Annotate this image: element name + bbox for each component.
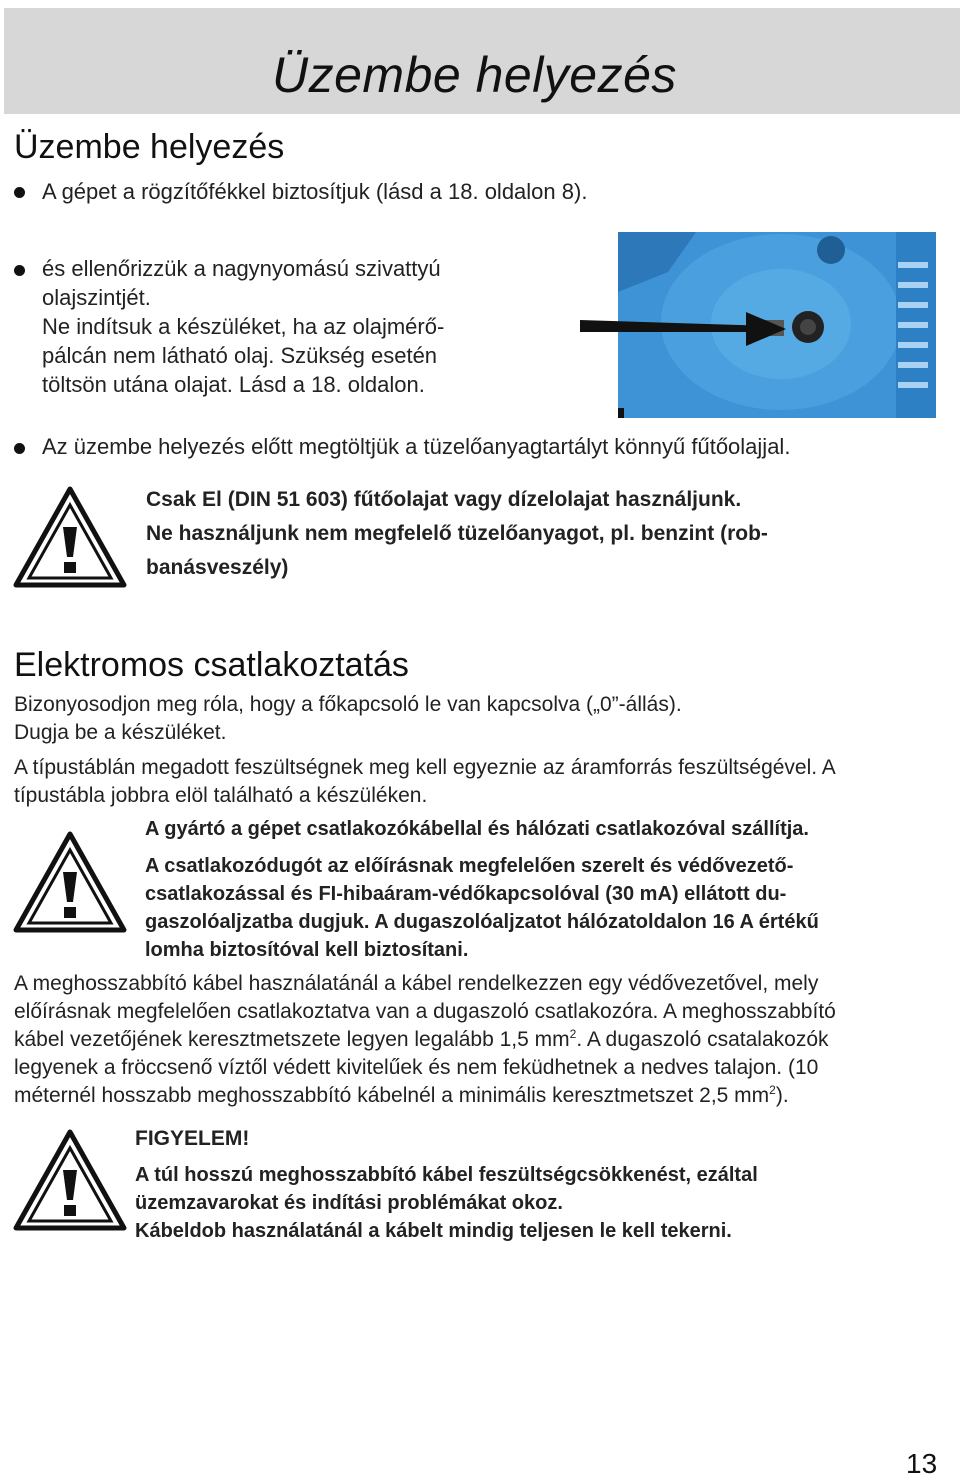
warning-line: lomha biztosítóval kell biztosítani. [145, 939, 469, 961]
bullet-text-fuel: Az üzembe helyezés előtt megtöltjük a tüzelőanyagtartályt könnyű fűtőolajjal. [42, 434, 791, 459]
bullet-dot [14, 187, 25, 198]
attention-block [135, 1125, 758, 1245]
text-line: A típustáblán megadott feszültségnek meg kell egyeznie az áramforrás feszültségével. A [14, 756, 836, 779]
section-heading-startup: Üzembe helyezés [14, 128, 285, 166]
warning-line: Ne használjunk nem megfelelő tüzelőanyagot, pl. benzint (rob- [146, 522, 768, 545]
warning-triangle-icon [12, 1128, 128, 1237]
warning-triangle-icon [12, 830, 128, 939]
paragraph-extension-cable [14, 970, 836, 1110]
text-line: előírásnak megfelelően csatlakoztatva van a dugaszoló csatlakozóra. A meghosszabbító [14, 1000, 836, 1023]
warning-line: Csak El (DIN 51 603) fűtőolajat vagy dízelolajat használjunk. [146, 488, 742, 511]
text-line [14, 1026, 836, 1054]
text-segment: kábel vezetőjének keresztmetszete legyen legalább 1,5 mm [14, 1028, 570, 1051]
attention-title: FIGYELEM! [135, 1127, 250, 1150]
text-line: töltsön utána olajat. Lásd a 18. oldalon. [42, 372, 425, 397]
section-heading-electrical: Elektromos csatlakoztatás [14, 646, 409, 684]
warning-line: banásveszély) [146, 556, 289, 579]
attention-line: A túl hosszú meghosszabbító kábel feszültségcsökkenést, ezáltal [135, 1164, 758, 1186]
bullet-text-parking-brake: A gépet a rögzítőfékkel biztosítjuk (lásd a 18. oldalon 8). [42, 179, 588, 204]
paragraph-main-switch [14, 691, 682, 747]
warning-triangle-icon [12, 485, 128, 594]
superscript: 2 [569, 1027, 577, 1041]
warning-line: A gyártó a gépet csatlakozókábellal és hálózati csatlakozóval szállítja. [145, 818, 809, 840]
warning-fuel-text [146, 483, 768, 585]
header-banner [4, 8, 960, 114]
warning-line: csatlakozással és FI-hibaáram-védőkapcsolóval (30 mA) ellátott du- [145, 883, 787, 905]
text-line: Bizonyosodjon meg róla, hogy a főkapcsoló le van kapcsolva („0”-állás). [14, 693, 682, 716]
attention-line: üzemzavarokat és indítási problémákat okoz. [135, 1192, 563, 1214]
page-number: 13 [906, 1448, 938, 1479]
warning-line: A csatlakozódugót az előírásnak megfelelően szerelt és védővezető- [145, 855, 794, 877]
text-segment: ). [775, 1084, 789, 1107]
text-line: Dugja be a készüléket. [14, 721, 227, 744]
warning-line: gaszolóaljzatba dugjuk. A dugaszolóaljzatot hálózatoldalon 16 A értékű [145, 911, 819, 933]
text-segment: méternél hosszabb meghosszabbító kábelnél a minimális keresztmetszet 2,5 mm [14, 1084, 770, 1107]
text-line [14, 1082, 836, 1110]
text-segment: . A dugaszoló csatalakozók [576, 1028, 829, 1051]
bullet-dot [14, 443, 25, 454]
attention-line: Kábeldob használatánál a kábelt mindig teljesen le kell tekerni. [135, 1220, 732, 1242]
oil-dipstick-photo [576, 232, 936, 418]
superscript: 2 [769, 1083, 776, 1097]
text-line: típustábla jobbra elöl található a készüléken. [14, 784, 428, 807]
banner-title: Üzembe helyezés [272, 47, 677, 103]
bullet-text-oil-check [42, 254, 444, 399]
text-line: Ne indítsuk a készüléket, ha az olajmérő- [42, 314, 445, 339]
text-line: A meghosszabbító kábel használatánál a kábel rendelkezzen egy védővezetővel, mely [14, 972, 819, 995]
text-line: olajszintjét. [42, 285, 151, 310]
paragraph-rating-plate [14, 754, 836, 810]
warning-plug-text [145, 815, 819, 964]
bullet-dot [14, 265, 25, 276]
text-line: pálcán nem látható olaj. Szükség esetén [42, 343, 438, 368]
text-line: legyenek a fröccsenő víztől védett kivitelűek és nem feküdhetnek a nedves talajon. (10 [14, 1056, 819, 1079]
text-line: és ellenőrizzük a nagynyomású szivattyú [42, 256, 441, 281]
